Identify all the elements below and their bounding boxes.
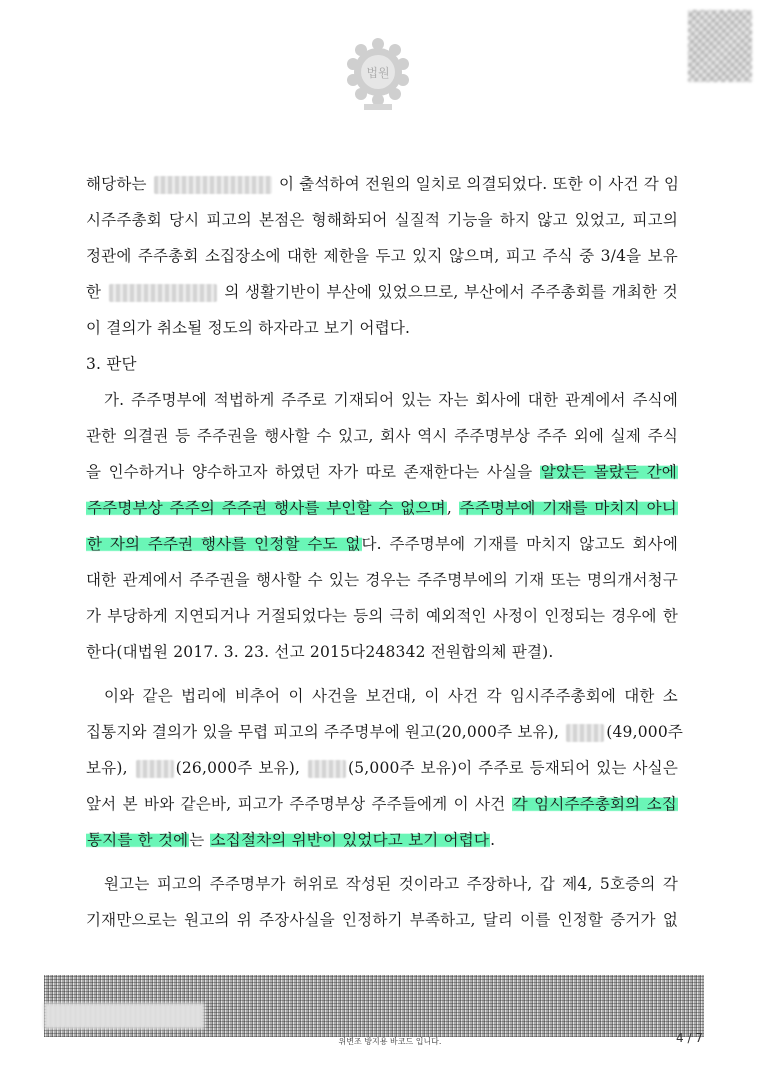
paragraph-1 [86, 166, 678, 346]
text-line: 정관에 주주총회 소집장소에 대한 제한을 두고 있지 않으며, 피고 주식 중 3/4을 보유 [86, 247, 678, 265]
redacted-name [109, 284, 217, 302]
redacted-footer-text [44, 1003, 204, 1029]
redacted-corner-code [688, 10, 752, 82]
text-line: 이와 같은 법리에 비추어 이 사건을 보건대, 이 사건 각 임시주주총회에 대한 소 [104, 687, 678, 705]
paragraph-2 [86, 382, 678, 670]
section-heading: 3. 판단 [86, 355, 137, 373]
highlighted-text: 각 임시주주총회의 소집 [512, 795, 677, 813]
court-seal-icon [344, 36, 412, 112]
text-line: 집통지와 결의가 있을 무렵 피고의 주주명부에 원고(20,000주 보유), (49,000주 [86, 723, 684, 741]
redacted-name [136, 760, 174, 778]
barcode-caption: 위변조 방지용 바코드 입니다. [338, 1037, 442, 1046]
text-line: 가. 주주명부에 적법하게 주주로 기재되어 있는 자는 회사에 대한 관계에서 주식에 [104, 391, 678, 409]
text-line: 을 인수하거나 양수하고자 하였던 자가 따로 존재한다는 사실을 알았든 몰랐든 간에 [86, 463, 677, 481]
text-line: 시주주총회 당시 피고의 본점은 형해화되어 실질적 기능을 하지 않고 있었고, 피고의 [86, 211, 678, 229]
text-line: 한 의 생활기반이 부산에 있었으므로, 부산에서 주주총회를 개최한 것 [86, 283, 678, 301]
text-line: 기재만으로는 원고의 위 주장사실을 인정하기 부족하고, 달리 이를 인정할 증거가 없 [86, 911, 678, 929]
text-line: 이 결의가 취소될 정도의 하자라고 보기 어렵다. [86, 319, 411, 337]
redacted-name [154, 176, 272, 194]
highlighted-text: 통지를 한 것에 [87, 831, 189, 849]
text-line: 해당하는 이 출석하여 전원의 일치로 의결되었다. 또한 이 사건 각 임 [86, 175, 680, 193]
text-line: 관한 의결권 등 주주권을 행사할 수 있고, 회사 역시 주주명부상 주주 외에 실제 주식 [86, 427, 678, 445]
highlighted-text: 주주명부상 주주의 주주권 행사를 부인할 수 없으며 [87, 499, 446, 517]
text-line: 통지를 한 것에는 소집절차의 위반이 있었다고 보기 어렵다. [87, 831, 496, 849]
text-line: 한 자의 주주권 행사를 인정할 수도 없다. 주주명부에 기재를 마치지 않고도 회사에 [87, 535, 678, 553]
text-line: 대한 관계에서 주주권을 행사할 수 있는 경우는 주주명부에의 기재 또는 명의개서청구 [86, 571, 678, 589]
highlighted-text: 알았든 몰랐든 간에 [540, 463, 677, 481]
redacted-name [308, 760, 346, 778]
highlighted-text: 주주명부에 기재를 마치지 아니 [459, 499, 677, 517]
highlighted-text: 한 자의 주주권 행사를 인정할 수도 없 [87, 535, 361, 553]
text-line: 가 부당하게 지연되거나 거절되었다는 등의 극히 예외적인 사정이 인정되는 경우에 한 [86, 607, 678, 625]
paragraph-3 [86, 678, 684, 858]
page-number: 4 / 7 [676, 1031, 703, 1045]
text-line: 보유), (26,000주 보유), (5,000주 보유)이 주주로 등재되어 있는 사실은 [86, 759, 678, 777]
text-line: 원고는 피고의 주주명부가 허위로 작성된 것이라고 주장하나, 갑 제4, 5호증의 각 [104, 875, 678, 893]
seal-text: 법원 [366, 66, 390, 80]
redacted-name [566, 724, 604, 742]
paragraph-4 [86, 866, 678, 938]
highlighted-text: 소집절차의 위반이 있었다고 보기 어렵다 [210, 831, 490, 849]
text-line: 주주명부상 주주의 주주권 행사를 부인할 수 없으며, 주주명부에 기재를 마치지 아니 [87, 499, 677, 517]
text-line: 한다(대법원 2017. 3. 23. 선고 2015다248342 전원합의체 판결). [86, 643, 554, 661]
text-line: 앞서 본 바와 같은바, 피고가 주주명부상 주주들에게 이 사건 각 임시주주총회의 소집 [86, 795, 677, 813]
